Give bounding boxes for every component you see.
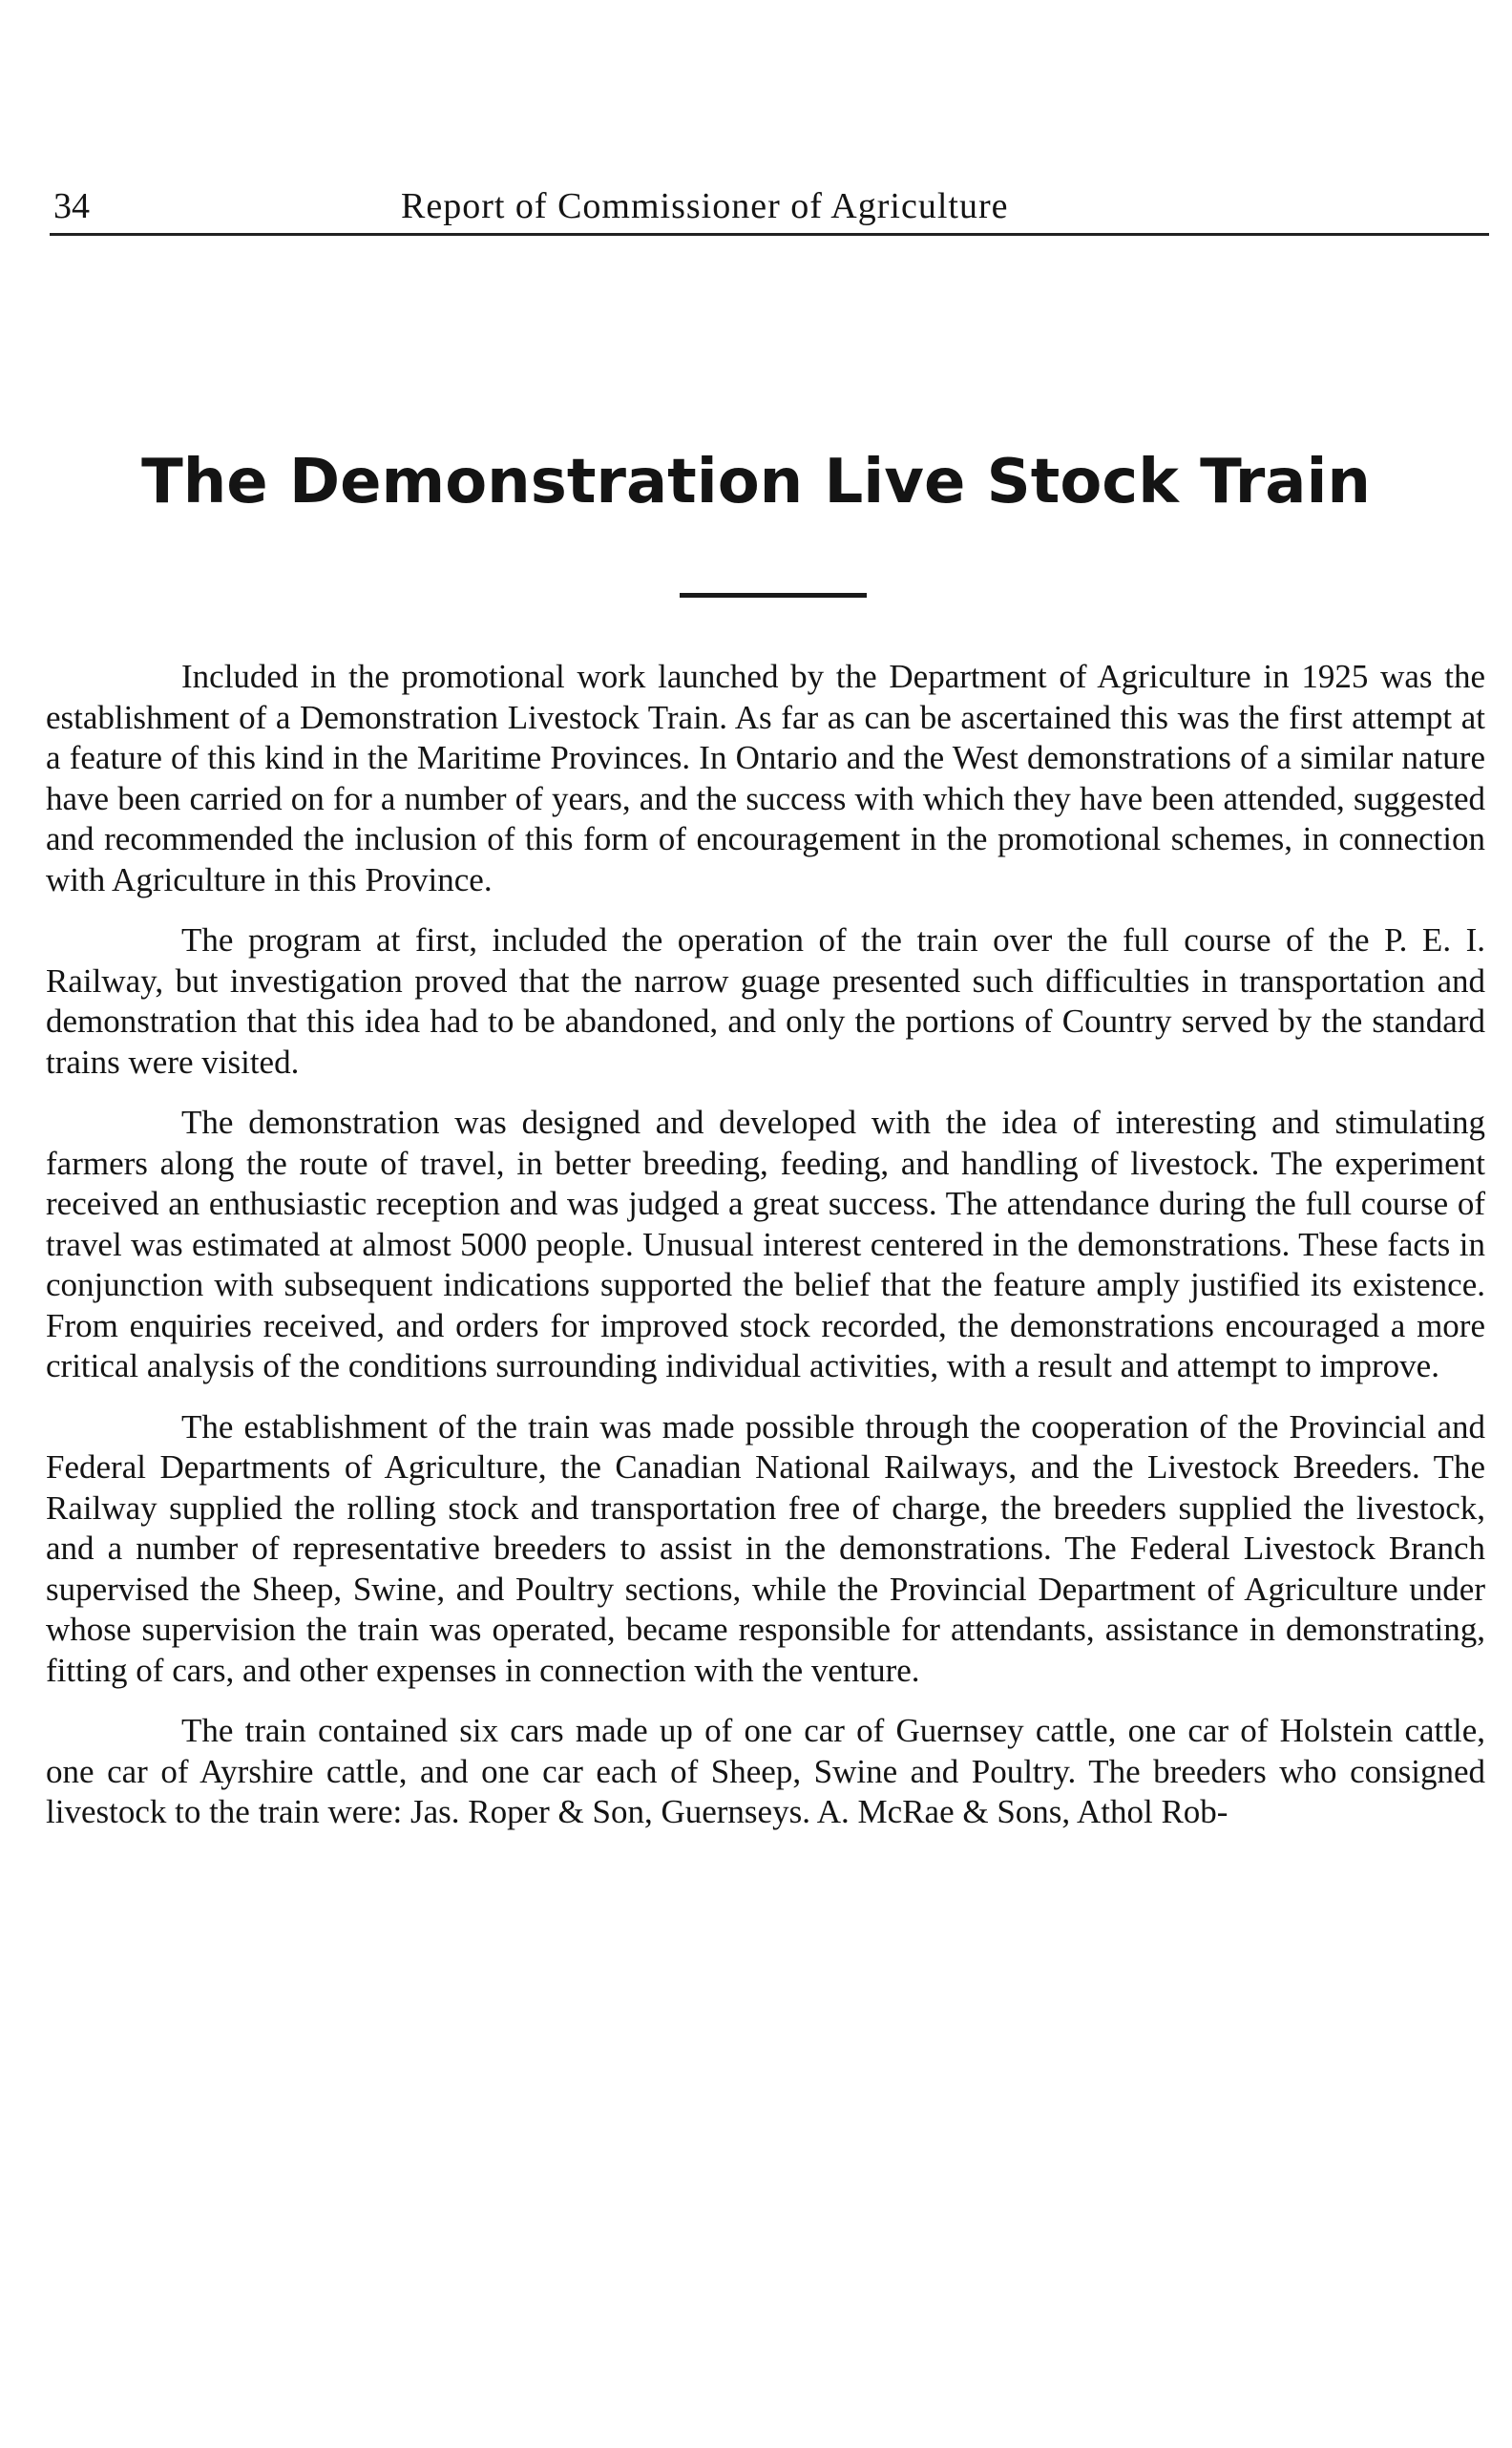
page-number: 34 <box>53 186 90 226</box>
article-body <box>46 657 1485 1853</box>
paragraph-1: Included in the promotional work launched by the Department of Agriculture in 1925 was the establishment of a Demonstration Livestock Train. As far as can be ascertained this was the first attempt at a feature of this kind in the Maritime Provinces. In Ontario and the West demonstrations of a similar nature have been carried on for a number of years, and the success with which they have been attended, suggested and recommended the inclusion of this form of encouragement in the promotional schemes, in connection with Agriculture in this Province. <box>46 658 1485 898</box>
title-divider <box>680 593 867 598</box>
paragraph-4: The establishment of the train was made possible through the cooperation of the Provincial and Federal Departments of Agriculture, the Canadian National Railways, and the Livestock Breeders. The Railway supplied the rolling stock and transportation free of charge, the breeders supplied the livestock, and a number of representative breeders to assist in the demonstrations. The Federal Livestock Branch supervised the Sheep, Swine, and Poultry sections, while the Provincial Department of Agriculture under whose supervision the train was operated, became responsible for attendants, assistance in demonstrating, fitting of cars, and other expenses in connection with the venture. <box>46 1407 1485 1689</box>
running-title: Report of Commissioner of Agriculture <box>401 186 1009 226</box>
paragraph-2: The program at first, included the operation of the train over the full course of the P. E. I. Railway, but investigation proved that the narrow guage presented such difficulties in transportation and demonstration that this idea had to be abandoned, and only the portions of Country served by the standard trains were visited. <box>46 921 1485 1081</box>
running-header <box>50 179 1489 236</box>
paragraph-5: The train contained six cars made up of one car of Guernsey cattle, one car of Holstein cattle, one car of Ayrshire cattle, and one car each of Sheep, Swine and Poultry. The breeders who consigned livestock to the train were: Jas. Roper & Son, Guernseys. A. McRae & Sons, Athol Rob- <box>46 1712 1485 1830</box>
article-title: The Demonstration Live Stock Train <box>141 447 1371 517</box>
paragraph-3: The demonstration was designed and developed with the idea of interesting and stimulating farmers along the route of travel, in better breeding, feeding, and handling of livestock. The experiment received an enthusiastic reception and was judged a great success. The attendance during the full course of travel was estimated at almost 5000 people. Unusual interest centered in the demonstrations. These facts in conjunction with subsequent indications supported the belief that the feature amply justified its existence. From enquiries received, and orders for improved stock recorded, the demonstrations encouraged a more critical analysis of the conditions surrounding individual activities, with a result and attempt to improve. <box>46 1104 1485 1384</box>
